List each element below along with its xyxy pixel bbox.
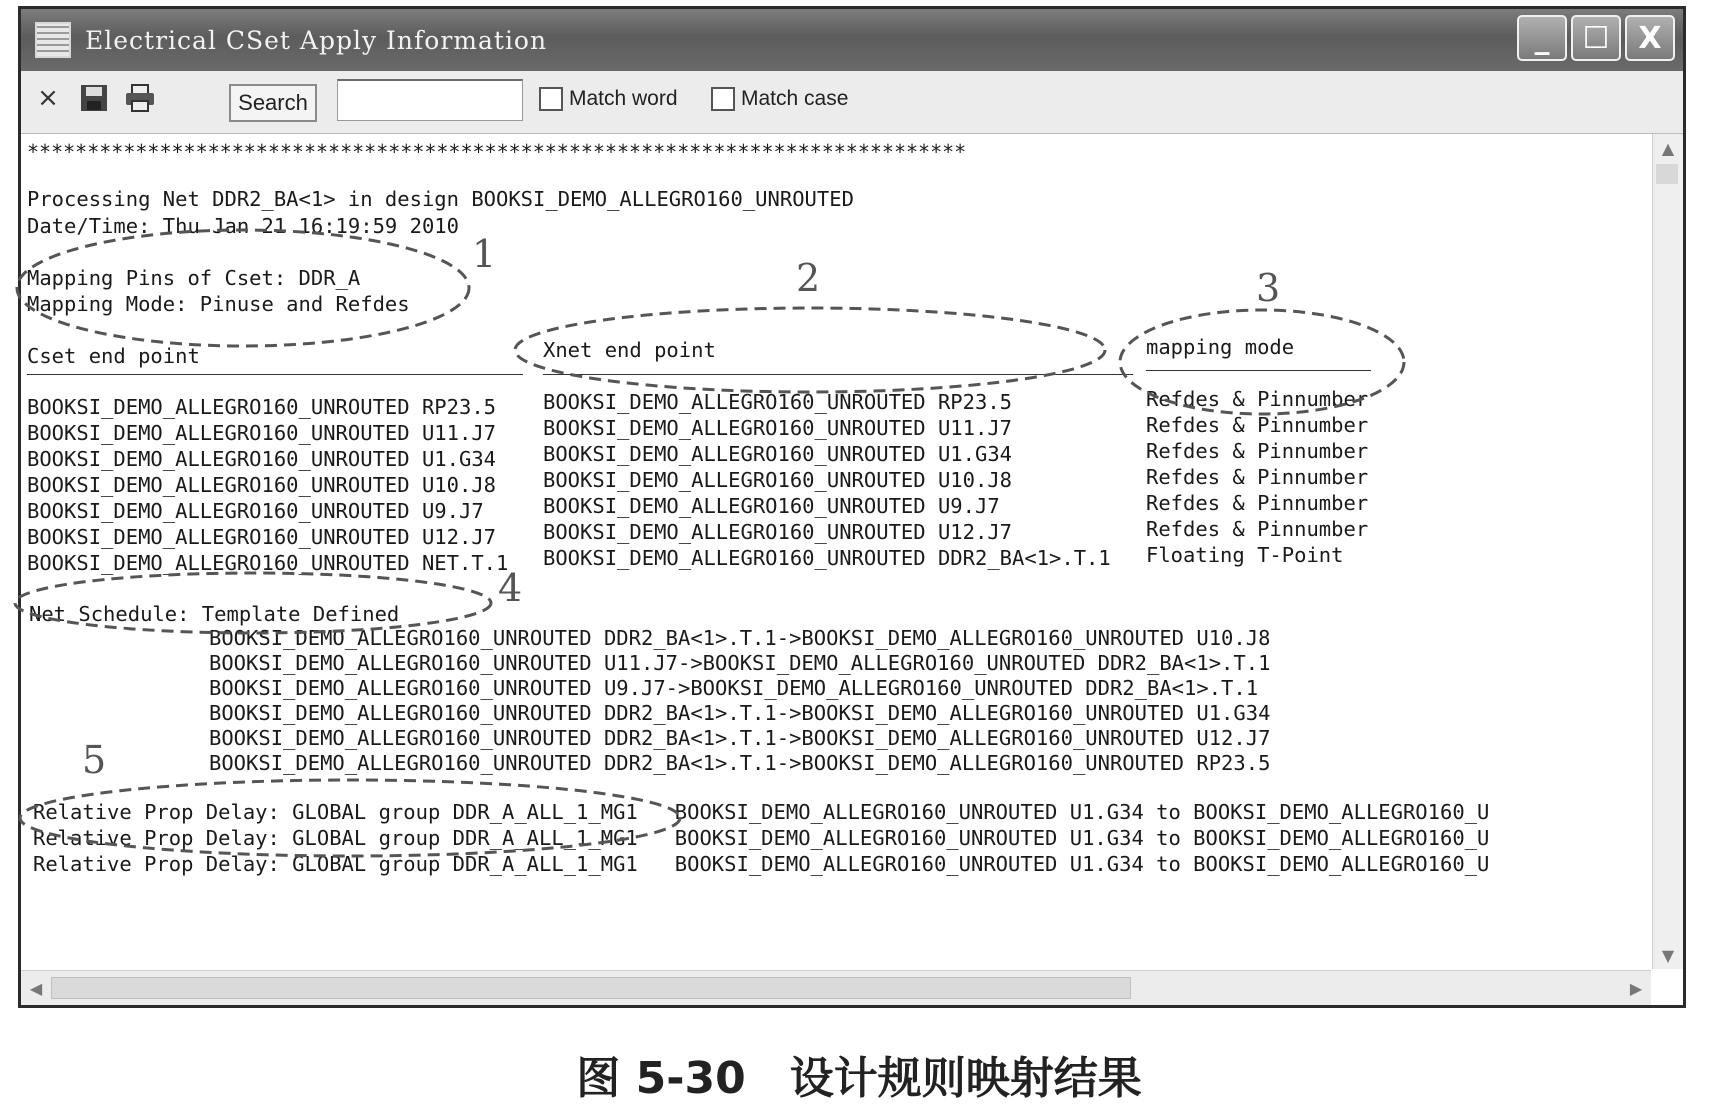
row-xnet: BOOKSI_DEMO_ALLEGRO160_UNROUTED U12.J7 <box>543 520 1012 544</box>
annotation-ellipse-2 <box>515 308 1105 392</box>
row-cset: BOOKSI_DEMO_ALLEGRO160_UNROUTED U1.G34 <box>27 447 496 471</box>
separator-line: ****************************************************************************** <box>27 140 967 164</box>
col-header-cset: Cset end point <box>27 344 200 368</box>
delay-line: Relative Prop Delay: GLOBAL group DDR_A_ALL_1_MG1 BOOKSI_DEMO_ALLEGRO160_UNROUTED U1.G34 to BOOKSI_DEMO_ALLEGRO160_U <box>33 852 1490 876</box>
row-cset: BOOKSI_DEMO_ALLEGRO160_UNROUTED U12.J7 <box>27 525 496 549</box>
row-mode: Refdes & Pinnumber <box>1146 413 1369 437</box>
row-mode: Refdes & Pinnumber <box>1146 387 1369 411</box>
annotation-number: 3 <box>1256 266 1281 310</box>
delay-line: Relative Prop Delay: GLOBAL group DDR_A_ALL_1_MG1 BOOKSI_DEMO_ALLEGRO160_UNROUTED U1.G34 to BOOKSI_DEMO_ALLEGRO160_U <box>33 826 1490 850</box>
row-xnet: BOOKSI_DEMO_ALLEGRO160_UNROUTED U10.J8 <box>543 468 1012 492</box>
annotation-ellipse-4 <box>15 573 491 633</box>
schedule-line: BOOKSI_DEMO_ALLEGRO160_UNROUTED U9.J7->BOOKSI_DEMO_ALLEGRO160_UNROUTED DDR2_BA<1>.T.1 <box>209 676 1259 700</box>
row-cset: BOOKSI_DEMO_ALLEGRO160_UNROUTED U9.J7 <box>27 499 484 523</box>
delay-line: Relative Prop Delay: GLOBAL group DDR_A_ALL_1_MG1 BOOKSI_DEMO_ALLEGRO160_UNROUTED U1.G34 to BOOKSI_DEMO_ALLEGRO160_U <box>33 800 1490 824</box>
row-mode: Floating T-Point <box>1146 543 1344 567</box>
annotation-ellipse-3 <box>1120 310 1404 414</box>
row-mode: Refdes & Pinnumber <box>1146 517 1369 541</box>
close-icon[interactable]: × <box>37 83 59 113</box>
window-title: Electrical CSet Apply Information <box>85 25 548 55</box>
datetime-line: Date/Time: Thu Jan 21 16:19:59 2010 <box>27 214 459 238</box>
annotation-number: 2 <box>796 256 821 300</box>
scroll-right-icon[interactable]: ▶ <box>1629 978 1643 998</box>
schedule-line: BOOKSI_DEMO_ALLEGRO160_UNROUTED DDR2_BA<1>.T.1->BOOKSI_DEMO_ALLEGRO160_UNROUTED U12.J7 <box>209 726 1271 750</box>
row-cset: BOOKSI_DEMO_ALLEGRO160_UNROUTED U11.J7 <box>27 421 496 445</box>
search-button[interactable]: Search <box>229 84 317 122</box>
row-cset: BOOKSI_DEMO_ALLEGRO160_UNROUTED NET.T.1 <box>27 551 509 575</box>
match-word-label: Match word <box>569 87 678 110</box>
row-cset: BOOKSI_DEMO_ALLEGRO160_UNROUTED RP23.5 <box>27 395 496 419</box>
schedule-line: BOOKSI_DEMO_ALLEGRO160_UNROUTED DDR2_BA<1>.T.1->BOOKSI_DEMO_ALLEGRO160_UNROUTED RP23.5 <box>209 751 1271 775</box>
row-xnet: BOOKSI_DEMO_ALLEGRO160_UNROUTED U11.J7 <box>543 416 1012 440</box>
scroll-left-icon[interactable]: ◀ <box>29 978 43 998</box>
row-xnet: BOOKSI_DEMO_ALLEGRO160_UNROUTED DDR2_BA<1>.T.1 <box>543 546 1111 570</box>
row-mode: Refdes & Pinnumber <box>1146 491 1369 515</box>
scroll-down-icon[interactable]: ▼ <box>1661 945 1675 965</box>
col-header-xnet: Xnet end point <box>543 338 716 362</box>
close-window-button[interactable]: X <box>1625 15 1675 61</box>
maximize-button[interactable]: ☐ <box>1571 15 1621 61</box>
row-mode: Refdes & Pinnumber <box>1146 439 1369 463</box>
schedule-line: BOOKSI_DEMO_ALLEGRO160_UNROUTED DDR2_BA<1>.T.1->BOOKSI_DEMO_ALLEGRO160_UNROUTED U10.J8 <box>209 626 1271 650</box>
row-xnet: BOOKSI_DEMO_ALLEGRO160_UNROUTED U9.J7 <box>543 494 1000 518</box>
processing-line: Processing Net DDR2_BA<1> in design BOOKSI_DEMO_ALLEGRO160_UNROUTED <box>27 187 854 211</box>
schedule-line: BOOKSI_DEMO_ALLEGRO160_UNROUTED DDR2_BA<1>.T.1->BOOKSI_DEMO_ALLEGRO160_UNROUTED U1.G34 <box>209 701 1271 725</box>
scroll-up-icon[interactable]: ▲ <box>1661 138 1675 158</box>
annotation-ellipse-1 <box>17 230 469 346</box>
minimize-button[interactable]: _ <box>1517 15 1567 61</box>
annotation-number: 4 <box>498 566 523 610</box>
row-xnet: BOOKSI_DEMO_ALLEGRO160_UNROUTED U1.G34 <box>543 442 1012 466</box>
annotation-number: 1 <box>472 232 497 276</box>
row-mode: Refdes & Pinnumber <box>1146 465 1369 489</box>
match-case-label: Match case <box>741 87 849 110</box>
annotation-number: 5 <box>82 738 107 782</box>
mapping-mode-line: Mapping Mode: Pinuse and Refdes <box>27 292 410 316</box>
row-xnet: BOOKSI_DEMO_ALLEGRO160_UNROUTED RP23.5 <box>543 390 1012 414</box>
row-cset: BOOKSI_DEMO_ALLEGRO160_UNROUTED U10.J8 <box>27 473 496 497</box>
figure-caption: 图 5-30 设计规则映射结果 <box>576 1053 1142 1104</box>
col-header-mode: mapping mode <box>1146 335 1295 359</box>
annotation-ellipse-5 <box>20 780 680 856</box>
mapping-pins-line: Mapping Pins of Cset: DDR_A <box>27 266 361 290</box>
schedule-line: BOOKSI_DEMO_ALLEGRO160_UNROUTED U11.J7->BOOKSI_DEMO_ALLEGRO160_UNROUTED DDR2_BA<1>.T.1 <box>209 651 1271 675</box>
net-schedule-line: Net Schedule: Template Defined <box>29 602 400 626</box>
